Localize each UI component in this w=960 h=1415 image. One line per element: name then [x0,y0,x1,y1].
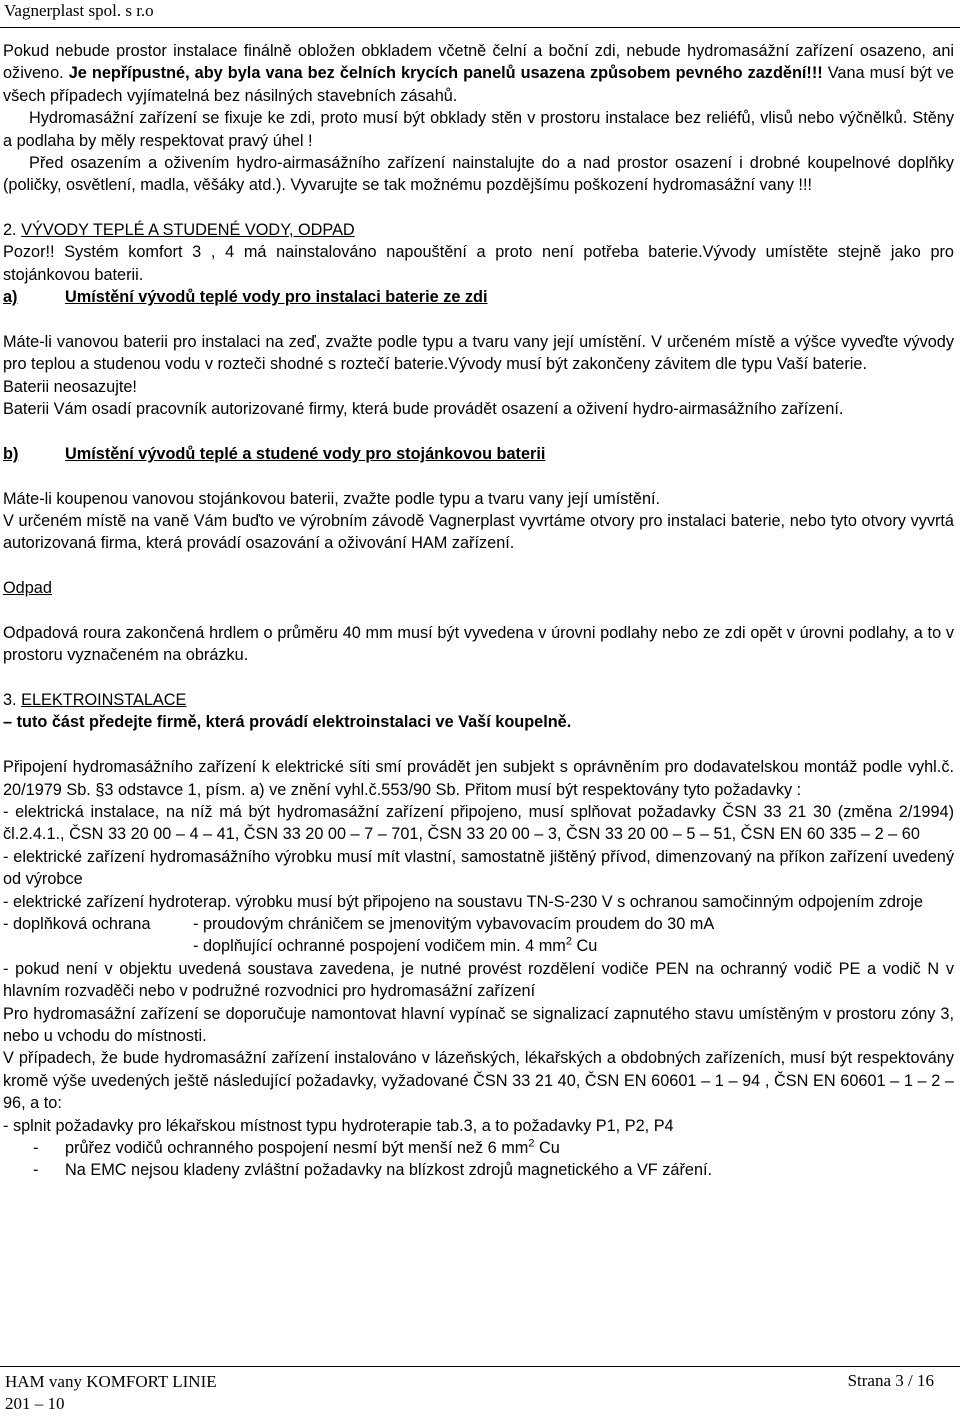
spacer [3,555,954,577]
section-2b-label: b) [3,444,19,463]
doplnkova-ochrana-item-2-unit: Cu [571,937,598,956]
footer-left [5,1371,217,1415]
doplnkova-ochrana-label: - doplňková ochrana [3,914,151,933]
section-3-heading [3,689,954,711]
intro-p1-bold: Je nepřípustné, aby byla vana bez čelních krycích panelů usazena způsobem pevného zazdění [68,64,807,83]
section-3-paragraph-1: Připojení hydromasážního zařízení k elektrické síti smí provádět jen subjekt s oprávněním pro dodavatelskou montáž podle vyhl.č. 20/1979 Sb. §3 odstavce 1, písm. a) ve znění vyhl.č.553/90 Sb. Přitom musí být respektovány tyto požadavky : [3,758,954,799]
section-2b-title: Umístění vývodů teplé a studené vody pro stojánkovou baterii [65,444,546,463]
footer-document-name: HAM vany KOMFORT LINIE [5,1372,217,1391]
spacer [3,308,954,330]
section-3-list-item-1: - elektrická instalace, na níž má být hydromasážní zařízení připojeno, musí splňovat požadavky ČSN 33 21 30 (změna 2/1994) čl.2.4.1., ČSN 33 20 00 – 4 – 41, ČSN 33 20 00 – 7 – 701, ČSN 33 20 00 – 3, ČSN 33 20 00 – 5 – 51, ČSN EN 60 335 – 2 – 60 [3,802,954,844]
page-header-company: Vagnerplast spol. s r.o [4,1,154,20]
section-2b-paragraph-1: Máte-li koupenou vanovou stojánkovou baterii, zvažte podle typu a tvaru vany její umístění. [3,489,661,508]
dash-item-2-text: Na EMC nejsou kladeny zvláštní požadavky na blízkost zdrojů magnetického a VF záření. [65,1161,713,1180]
spacer [3,465,954,487]
section-3-number: 3. [3,690,22,709]
doplnkova-ochrana-item-1: - proudovým chráničem se jmenovitým vybavovacím proudem do 30 mA [193,914,715,933]
section-2b-paragraph-2: V určeném místě na vaně Vám buďto ve výrobním závodě Vagnerplast vyvrtáme otvory pro instalaci baterie, nebo tyto otvory vyvrtá autorizovaná firma, která provádí osazování a oživování HAM zařízení. [3,512,954,553]
section-2a-title: Umístění vývodů teplé vody pro instalaci baterie ze zdi [65,288,488,307]
intro-p1-tail: Vana musí být ve všech případech vyjímatelná bez násilných stavebních zásahů. [3,64,954,105]
doplnkova-ochrana-items [193,913,954,958]
section-3-subtitle: – tuto část předejte firmě, která provádí elektroinstalaci ve Vaší koupelně. [3,713,572,732]
section-3-paragraph-3: V případech, že bude hydromasážní zařízení instalováno v lázeňských, lékařských a obdobných zařízeních, musí být respektovány kromě výše uvedených ještě následující požadavky, vyžadované ČSN 33 21 40, ČSN EN 60601 – 1 – 94 , ČSN EN 60601 – 1 – 2 – 96, a to: [3,1049,954,1113]
section-2-number: 2. [3,220,22,239]
section-2b-heading [3,443,954,465]
superscript: 2 [528,1137,535,1150]
spacer [3,420,954,442]
intro-p1-exclaim: !!! [806,64,823,83]
header-divider [0,27,960,28]
dash-item-1-unit: Cu [534,1139,560,1157]
intro-p1-text: Pokud nebude prostor instalace finálně obložen obkladem včetně čelní a boční zdi, nebude hydromasážní zařízení osazeno, ani oživeno. [3,42,954,83]
section-2a-paragraph-1: Máte-li vanovou baterii pro instalaci na zeď, zvažte podle typu a tvaru vany její umístění. V určeném místě a výšce vyveďte vývody pro teplou a studenou vodu v rozteči shodné s roztečí baterie.Vývody musí být zakončeny závitem dle typu Vaší baterie. [3,332,954,374]
section-2-title: VÝVODY TEPLÉ A STUDENÉ VODY, ODPAD [21,220,355,239]
dash-item-2 [3,1159,954,1181]
spacer [3,734,954,756]
dash-item-1-text: průřez vodičů ochranného pospojení nesmí být menší než 6 mm [65,1139,529,1157]
section-3-list-item-3: - elektrické zařízení hydroterap. výrobku musí být připojeno na soustavu TN-S-230 V s ochranou samočinným odpojením zdroje [3,892,924,911]
doplnkova-ochrana [3,913,954,958]
section-2-pozor: Pozor!! Systém komfort 3 , 4 má nainstalováno napouštění a proto není potřeba baterie.Vývody umístěte stejně jako pro stojánkovou baterii. [3,243,954,284]
section-2a-paragraph-2: Baterii neosazujte! [3,377,137,396]
dash-item-1 [3,1137,954,1159]
section-3-list-item-4: - pokud není v objektu uvedená soustava zavedena, je nutné provést rozdělení vodiče PEN na ochranný vodič PE a vodič N v hlavním rozvaděči nebo v podružné rozvodnici pro hydromasážní zařízení [3,959,954,1001]
document-body [3,40,954,1182]
section-3-title: ELEKTROINSTALACE [21,690,187,709]
footer-page-number: Strana 3 / 16 [847,1371,934,1390]
spacer [3,600,954,622]
doplnkova-ochrana-item-2 [193,935,954,957]
intro-paragraph-2: Hydromasážní zařízení se fixuje ke zdi, proto musí být obklady stěn v prostoru instalace bez reliéfů, vlisů nebo výčnělků. Stěny a podlaha by měly respektovat pravý úhel ! [3,109,954,150]
section-2a-paragraph-3: Baterii Vám osadí pracovník autorizované firmy, která bude provádět osazení a oživení hydro-airmasážního zařízení. [3,400,844,419]
odpad-paragraph: Odpadová roura zakončená hrdlem o průměru 40 mm musí být vyvedena v úrovni podlahy nebo ze zdi opět v úrovni podlahy, a to v prostoru vyznačeném na obrázku. [3,624,954,665]
dash-mark: - [33,1139,39,1157]
footer-document-code: 201 – 10 [5,1394,65,1413]
doplnkova-ochrana-item-2-text: - doplňující ochranné pospojení vodičem min. 4 mm [193,937,566,956]
section-2a-heading [3,286,954,308]
section-2-heading [3,219,954,241]
section-2a-label: a) [3,288,18,307]
section-3-list-item-5: - splnit požadavky pro lékařskou místnost typu hydroterapie tab.3, a to požadavky P1, P2, P4 [3,1116,674,1135]
superscript: 2 [565,935,572,948]
intro-paragraph-3: Před osazením a oživením hydro-airmasážního zařízení nainstalujte do a nad prostor osazení i drobné koupelnové doplňky (poličky, osvětlení, madla, věšáky atd.). Vyvarujte se tak možnému pozdějšímu poškození hydromasážní vany !!! [3,154,954,195]
footer-divider [0,1366,960,1367]
intro-paragraph-1 [3,40,954,107]
dash-mark: - [33,1161,39,1180]
odpad-heading: Odpad [3,579,52,598]
section-3-paragraph-2: Pro hydromasážní zařízení se doporučuje namontovat hlavní vypínač se signalizací zapnutého stavu umístěným v prostoru zóny 3, nebo u vchodu do místnosti. [3,1004,954,1045]
section-3-list-item-2: - elektrické zařízení hydromasážního výrobku musí mít vlastní, samostatně jištěný přívod, dimenzovaný na příkon zařízení uvedený od výrobce [3,847,954,889]
